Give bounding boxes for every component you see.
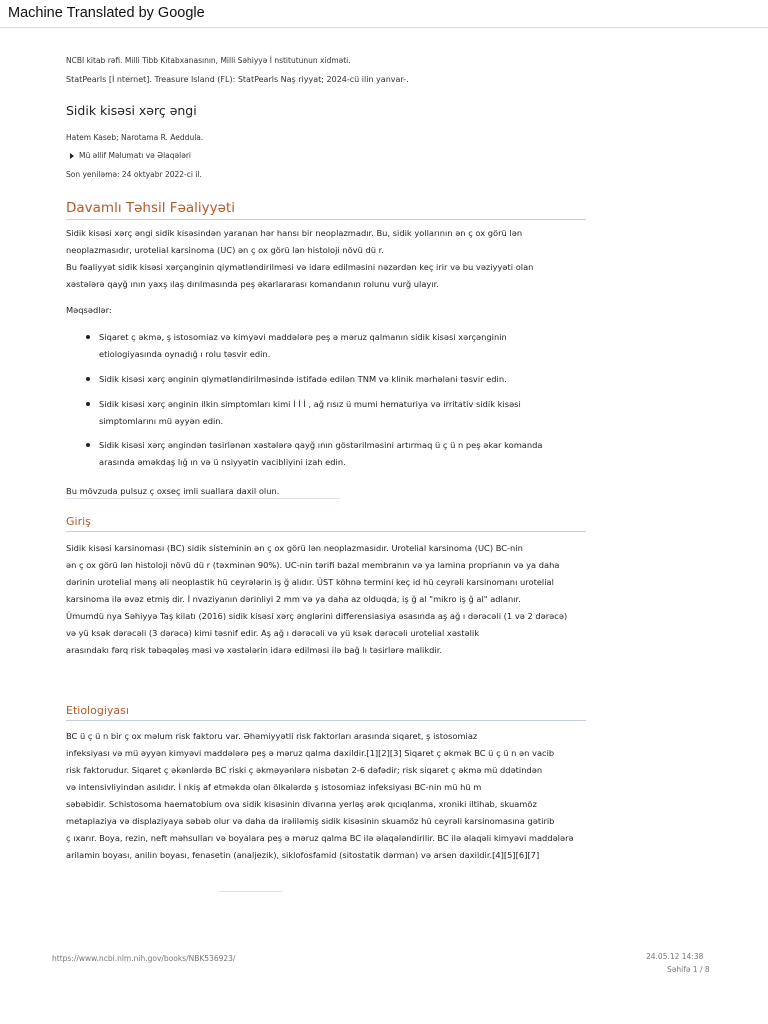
objectives-label: Məqsədlər: <box>66 305 112 315</box>
footer-url: https://www.ncbi.nlm.nih.gov/books/NBK536923/ <box>52 954 236 963</box>
ncbi-line: NCBI kitab rəfi. Milli Tibb Kitabxanasının, Milli Səhiyyə İ nstitutunun xidməti. <box>66 56 351 65</box>
objective-item <box>86 371 546 388</box>
article-title: Sidik kisəsi xərç əngi <box>66 103 197 118</box>
etiology-heading: Etiologiyası <box>66 704 586 721</box>
activity-paragraph <box>66 225 586 293</box>
page-number: Səhifə 1 / 8 <box>667 965 710 974</box>
author-info-toggle[interactable] <box>70 151 590 161</box>
reference-link[interactable]: [3] <box>389 748 402 758</box>
etiology-paragraph <box>66 728 586 864</box>
intro-line: Ümumdü nya Səhiyyə Taş kilatı (2016) sidik kisəsi xərç ənglərini differensiasiya əsasında aş ağ ı dərəcəli (1 və 2 dərəcə) <box>66 611 568 621</box>
banner-text: Machine Translated by Google <box>8 5 205 21</box>
objective-text: Sidik kisəsi xərç ənginin ilkin simptomları kimi İ İ İ , ağ rısız ü mumi hematuriya və irritativ sidik kisəsi <box>99 399 521 409</box>
intro-line: karsinoma ilə əvəz etmiş dir. İ nvaziyanın dərinliyi 2 mm və ya daha az olduqda, iş ğ al "mikro iş ğ al" adlanır. <box>66 594 521 604</box>
etiology-line: ç ıxarır. Boya, rezin, neft məhsulları və boyalara peş ə məruz qalma BC ilə əlaqələndirilir. BC ilə əlaqəli kimyəvi maddələrə <box>66 833 574 843</box>
bullet-icon <box>86 443 90 447</box>
intro-heading: Giriş <box>66 515 586 532</box>
intro-paragraph <box>66 540 586 659</box>
intro-line: və yü ksək dərəcəli (3 dərəcə) kimi təsnif edir. Aş ağ ı dərəcəli və yü ksək dərəcəli urotelial xəstəlik <box>66 628 480 638</box>
reference-link[interactable]: [1] <box>366 748 379 758</box>
objective-text: etiologiyasında oynadığ ı rolu təsvir edin. <box>99 349 271 359</box>
bullet-icon <box>86 402 90 406</box>
reference-link[interactable]: [5] <box>503 850 516 860</box>
authors: Hatem Kaseb; Narotama R. Aeddula. <box>66 133 204 142</box>
divider <box>219 891 282 892</box>
reference-link[interactable]: [7] <box>527 850 540 860</box>
reference-link[interactable]: [6] <box>515 850 528 860</box>
objective-item <box>86 396 546 430</box>
reference-link[interactable]: [4] <box>492 850 504 860</box>
reference-link[interactable]: [2] <box>378 748 390 758</box>
etiology-line: risk faktorudur. Siqaret ç əkənlərdə BC riski ç əkməyənlərə nisbətən 2-6 dəfədir; risk siqaret ç əkmə mü ddətindən <box>66 765 543 775</box>
bullet-icon <box>86 335 90 339</box>
translation-banner <box>0 0 768 28</box>
objective-item <box>86 437 546 471</box>
activity-p2-line1: Bu fəaliyyət sidik kisəsi xərçənginin qiymətləndirilməsi və idarə edilməsini nəzərdən keç irir və bu vəziyyəti olan <box>66 262 534 272</box>
objective-text: Sidik kisəsi xərç ənginin qiymətləndirilməsində istifadə edilən TNM və klinik mərhələni təsvir edin. <box>99 374 507 384</box>
divider <box>66 498 340 499</box>
intro-line: Sidik kisəsi karsinoması (BC) sidik sisteminin ən ç ox görü lən neoplazmasıdır. Urotelial karsinoma (UC) BC-nin <box>66 543 523 553</box>
objective-text: Sidik kisəsi xərç əngindən təsirlənən xəstələrə qayğ ının göstərilməsini artırmaq ü ç ü n peş əkar komanda <box>99 440 543 450</box>
intro-line: dərinin urotelial mənş əli neoplastik hü ceyrələrin iş ğ alıdır. ÜST köhnə termini keç id hü ceyrəli karsinomanı urotelial <box>66 577 554 587</box>
activity-p2-line2: xəstələrə qayğ ının yaxş ılaş dırılmasında peş əkarlararası komandanın rolunu vurğ ulayır. <box>66 279 439 289</box>
questions-link[interactable]: Bu mövzuda pulsuz ç oxseç imli suallara daxil olun. <box>66 486 280 496</box>
etiology-line: arilamin boyası, anilin boyası, fenasetin (analjezik), siklofosfamid (sitostatik dərman) və arsen daxildir.[4][5][6][7] <box>66 850 540 860</box>
objective-text: simptomlarını mü əyyən edin. <box>99 416 224 426</box>
activity-p1-line2: neoplazmasıdır, urotelial karsinoma (UC) ən ç ox görü lən histoloji növü dü r. <box>66 245 384 255</box>
bullet-icon <box>86 377 90 381</box>
objective-text: Siqaret ç əkmə, ş istosomiaz və kimyəvi maddələrə peş ə məruz qalmanın sidik kisəsi xərçənginin <box>99 332 507 342</box>
intro-line: ən ç ox görü lən histoloji növü dü r (təxminən 90%). UC-nin tərifi bazal membranın və ya lamina proprianın və ya daha <box>66 560 560 570</box>
intro-line: arasındakı fərq risk təbəqələş məsi və xəstələrin idarə edilməsi ilə bağ lı təsirlərə malikdir. <box>66 645 443 655</box>
citation: StatPearls [İ nternet]. Treasure Island (FL): StatPearls Naş riyyat; 2024-cü ilin yanvar-. <box>66 75 409 84</box>
objective-item <box>86 329 546 363</box>
author-info-label: Mü əllif Məlumatı və Əlaqələri <box>79 151 191 160</box>
last-updated: Son yeniləmə: 24 oktyabr 2022-ci il. <box>66 170 202 179</box>
activity-p1-line1: Sidik kisəsi xərç əngi sidik kisəsindən yaranan hər hansı bir neoplazmadır. Bu, sidik yollarının ən ç ox görü lən <box>66 228 523 238</box>
objective-text: arasında əməkdaş lığ ın və ü nsiyyətin vacibliyini izah edin. <box>99 457 346 467</box>
etiology-line: və intensivliyindən asılıdır. İ nkiş af etməkdə olan ölkələrdə ş istosomiaz infeksiyası BC-nin mü hü m <box>66 782 482 792</box>
activity-heading: Davamlı Təhsil Fəaliyyəti <box>66 200 586 220</box>
caret-right-icon <box>70 153 74 159</box>
etiology-line: metaplaziya və displaziyaya səbəb olur və daha da irəliləmiş sidik kisəsinin skuamöz hü ceyrəli karsinomasına gətirib <box>66 816 555 826</box>
footer-date: 24.05.12 14:38 <box>646 952 704 961</box>
etiology-line: infeksiyası və mü əyyən kimyəvi maddələrə peş ə məruz qalma daxildir.[1][2][3] Siqaret ç əkmək BC ü ç ü n ən vacib <box>66 748 555 758</box>
etiology-line: BC ü ç ü n bir ç ox məlum risk faktoru var. Əhəmiyyətli risk faktorları arasında siqaret, ş istosomiaz <box>66 731 478 741</box>
etiology-line: səbəbidir. Schistosoma haematobium ova sidik kisəsinin divarına yerləş ərək qıcıqlanma, xroniki iltihab, skuamöz <box>66 799 537 809</box>
